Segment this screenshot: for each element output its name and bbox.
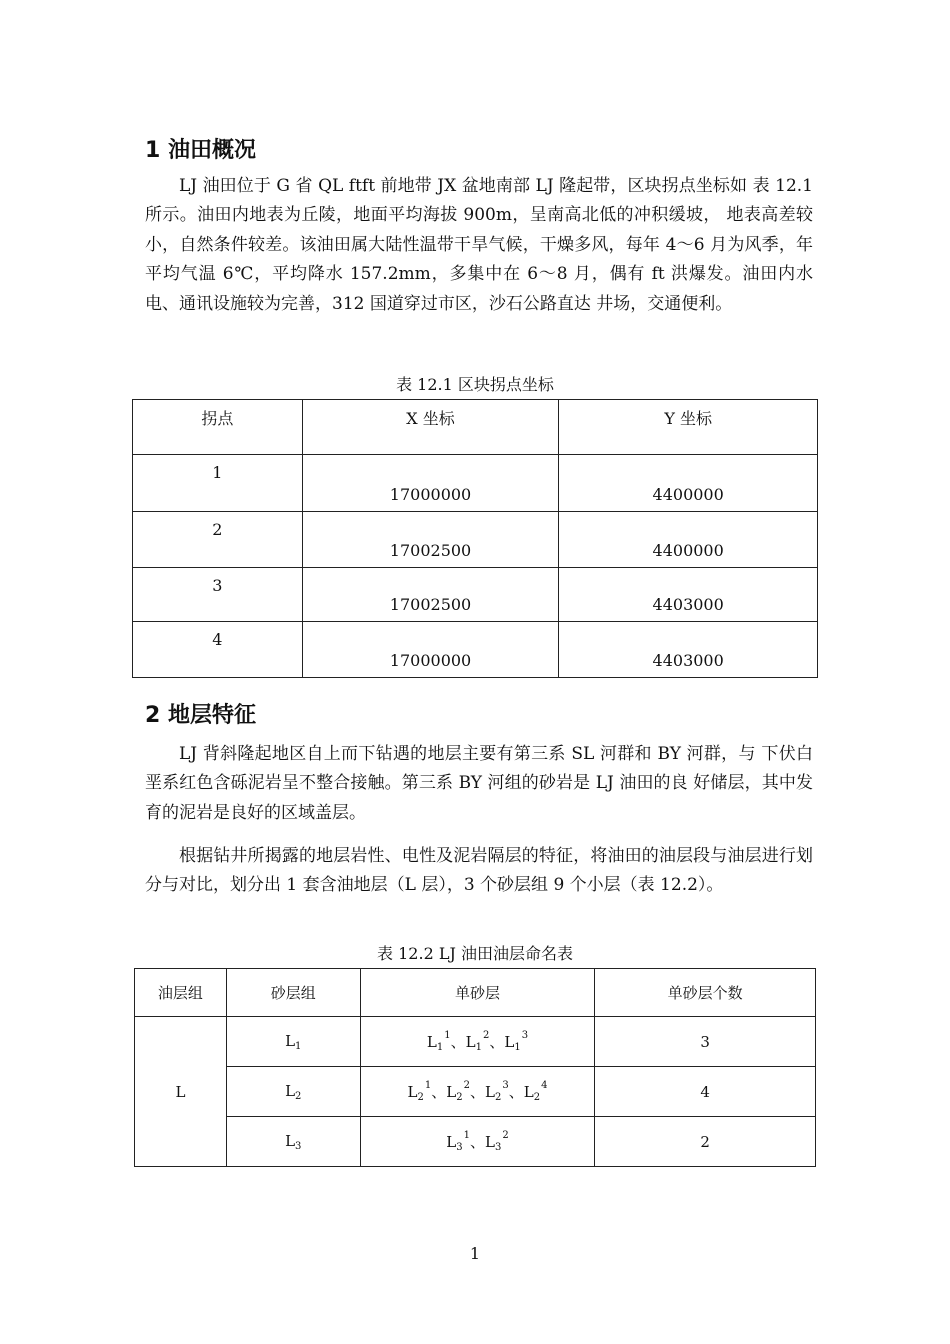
cell-sand-group: $L_2$ <box>226 1067 360 1117</box>
cell-sand-group: $L_3$ <box>226 1117 360 1167</box>
header-single-sand: 单砂层 <box>360 969 595 1017</box>
cell-y: 4403000 <box>559 622 818 678</box>
sand-layer-label: $L_3^1$ <box>446 1130 470 1153</box>
table-2-caption: 表 12.2 LJ 油田油层命名表 <box>377 944 573 963</box>
cell-y: 4403000 <box>559 568 818 622</box>
sand-layer-label: $L_2^2$ <box>446 1080 470 1103</box>
cell-point: 4 <box>133 622 303 678</box>
table-row <box>133 455 818 512</box>
sand-layer-label: $L_1^3$ <box>504 1030 529 1053</box>
coordinates-table <box>132 399 818 678</box>
table-row <box>135 1117 816 1167</box>
sand-layer-label: $L_1^1$ <box>426 1030 451 1053</box>
cell-single-sand: $L_3^1$、$L_3^2$ <box>360 1117 595 1167</box>
header-count: 单砂层个数 <box>595 969 816 1017</box>
cell-point: 3 <box>133 568 303 622</box>
header-sand-group: 砂层组 <box>226 969 360 1017</box>
section-1-heading: 1 油田概况 <box>145 138 256 163</box>
table-row <box>135 1017 816 1067</box>
cell-sand-group: $L_1$ <box>226 1017 360 1067</box>
sand-layer-label: $L_1^2$ <box>465 1030 490 1053</box>
section-2-paragraph-2: 根据钻井所揭露的地层岩性、电性及泥岩隔层的特征，将油田的油层段与油层进行划分与对比，划分出 1 套含油地层（L 层），3 个砂层组 9 个小层（表 12.2）。 <box>145 846 813 896</box>
cell-count: 4 <box>595 1067 816 1117</box>
cell-x: 17002500 <box>302 568 559 622</box>
table-1-caption: 表 12.1 区块拐点坐标 <box>396 375 554 394</box>
page-number: 1 <box>469 1244 481 1263</box>
cell-single-sand: $L_1^1$、$L_1^2$、$L_1^3$ <box>360 1017 595 1067</box>
table-row <box>133 512 818 568</box>
table-row <box>135 1067 816 1117</box>
cell-x: 17000000 <box>302 455 559 512</box>
cell-count: 3 <box>595 1017 816 1067</box>
sand-layer-label: $L_2^4$ <box>523 1080 548 1103</box>
cell-oil-group: L <box>135 1017 227 1167</box>
cell-y: 4400000 <box>559 455 818 512</box>
section-2-heading: 2 地层特征 <box>145 703 256 728</box>
section-2-paragraph-1: LJ 背斜隆起地区自上而下钻遇的地层主要有第三系 SL 河群和 BY 河群，与 下伏白垩系红色含砾泥岩呈不整合接触。第三系 BY 河组的砂岩是 LJ 油田的良 好储层，其中发育的泥岩是良好的区域盖层。 <box>145 744 813 823</box>
cell-x: 17002500 <box>302 512 559 568</box>
sand-layer-label: $L_2^1$ <box>407 1080 432 1103</box>
table-row <box>133 622 818 678</box>
cell-y: 4400000 <box>559 512 818 568</box>
oil-layer-table <box>134 968 816 1167</box>
header-oil-group: 油层组 <box>135 969 227 1017</box>
cell-count: 2 <box>595 1117 816 1167</box>
table-row <box>133 568 818 622</box>
cell-x: 17000000 <box>302 622 559 678</box>
header-y: Y 坐标 <box>559 400 818 455</box>
sand-layer-label: $L_2^3$ <box>484 1080 509 1103</box>
sand-layer-label: $L_3^2$ <box>484 1130 509 1153</box>
header-x: X 坐标 <box>302 400 559 455</box>
cell-point: 1 <box>133 455 303 512</box>
section-1-paragraph: LJ 油田位于 G 省 QL ftft 前地带 JX 盆地南部 LJ 隆起带，区块拐点坐标如 表 12.1 所示。油田内地表为丘陵，地面平均海拔 900m，呈南高北低的冲积缓坡， 地表高差较小，自然条件较差。该油田属大陆性温带干旱气候，干燥多风，每年 4～6 月为风季，年平均气温 6℃，平均降水 157.2mm，多集中在 6～8 月，偶有 ft 洪爆发。油田内水电、通讯设施较为完善，312 国道穿过市区，沙石公路直达 井场，交通便利。 <box>145 176 813 314</box>
header-point: 拐点 <box>133 400 303 455</box>
cell-point: 2 <box>133 512 303 568</box>
cell-single-sand: $L_2^1$、$L_2^2$、$L_2^3$、$L_2^4$ <box>360 1067 595 1117</box>
